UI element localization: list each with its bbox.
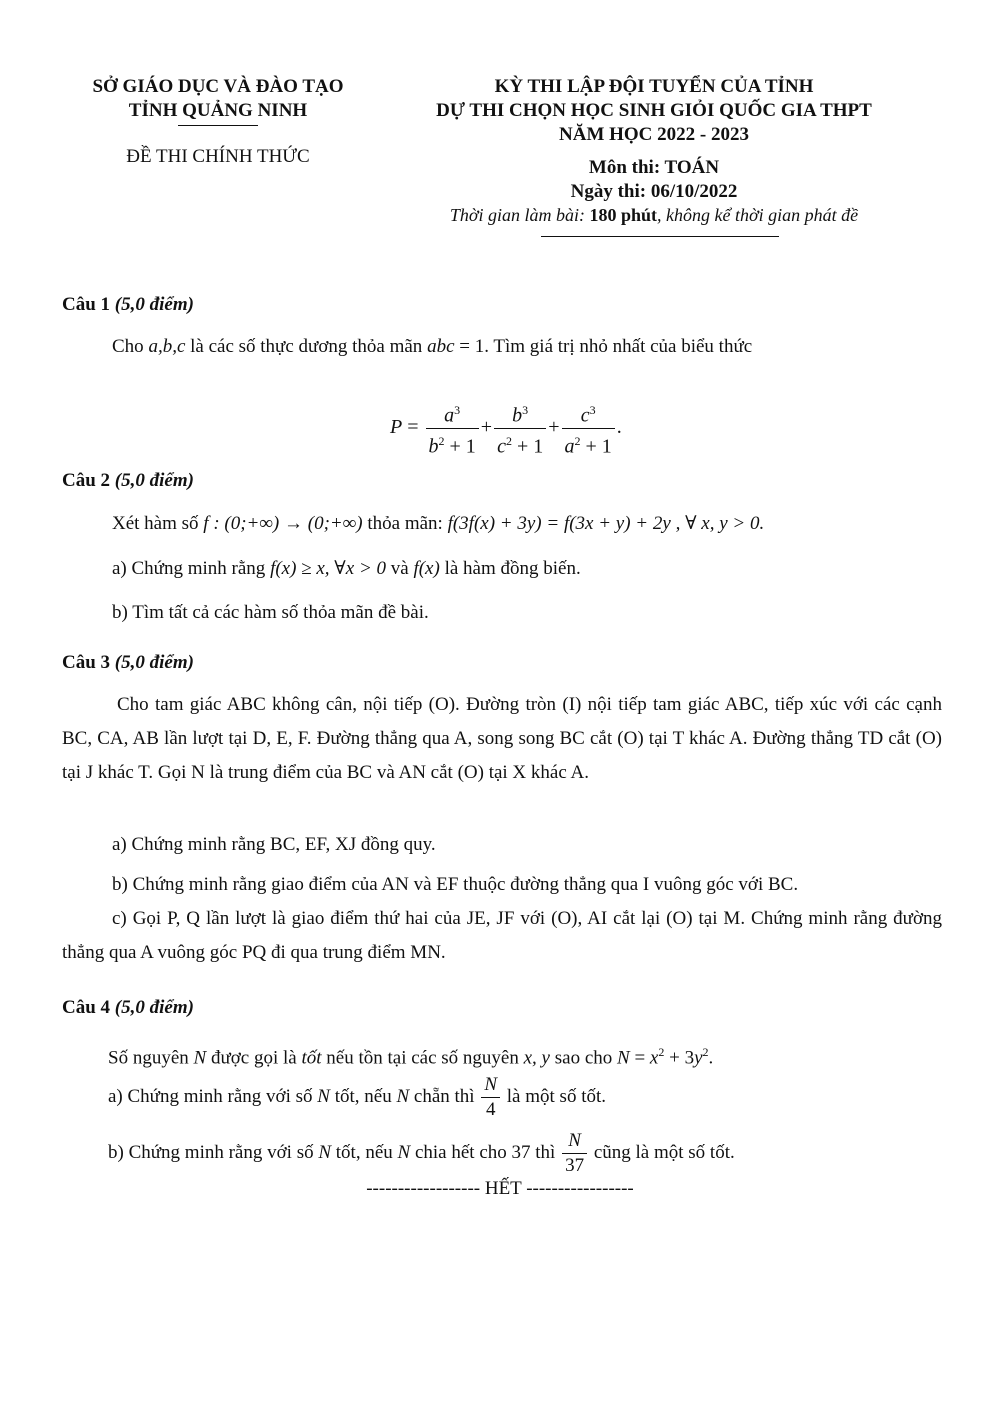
question-3-title: Câu 3 (5,0 điểm)	[62, 652, 194, 673]
end-marker: ------------------ HẾT -----------------	[366, 1178, 634, 1199]
question-3b: b) Chứng minh rằng giao điểm của AN và EF thuộc đường thẳng qua I vuông góc với BC.	[112, 874, 799, 895]
time-limit: Thời gian làm bài: 180 phút, không kể thời gian phát đề	[449, 205, 859, 225]
question-4a: a) Chứng minh rằng với số N tốt, nếu N chẵn thì $\frac{N}{4}$ là một số tốt.	[108, 1074, 607, 1121]
question-2-text: Xét hàm số f : (0;+∞) → (0;+∞) thỏa mãn: f(3f(x) + 3y) = f(3x + y) + 2y , ∀ x, y > 0.	[112, 513, 765, 534]
question-2b: b) Tìm tất cả các hàm số thỏa mãn đề bài.	[112, 602, 429, 623]
exam-date: Ngày thi: 06/10/2022	[570, 181, 738, 202]
official-label: ĐỀ THI CHÍNH THỨC	[126, 146, 310, 167]
question-4b: b) Chứng minh rằng với số N tốt, nếu N chia hết cho 37 thì $\frac{N}{37}$ cũng là một số tốt.	[108, 1130, 735, 1177]
header-divider	[541, 236, 779, 237]
question-1-text: Cho a,b,c là các số thực dương thỏa mãn abc = 1. Tìm giá trị nhỏ nhất của biểu thức	[112, 336, 753, 357]
question-4-title: Câu 4 (5,0 điểm)	[62, 997, 194, 1018]
question-3a: a) Chứng minh rằng BC, EF, XJ đồng quy.	[112, 834, 436, 855]
question-3c: c) Gọi P, Q lần lượt là giao điểm thứ hai của JE, JF với (O), AI cắt lại (O) tại M. Chứng minh rằng đường thẳng qua A vuông góc PQ đi qua trung điểm MN.	[62, 908, 942, 963]
school-year: NĂM HỌC 2022 - 2023	[559, 124, 749, 145]
question-1-title: Câu 1 (5,0 điểm)	[62, 294, 194, 315]
department-name: SỞ GIÁO DỤC VÀ ĐÀO TẠO	[92, 76, 344, 97]
left-underline	[178, 125, 258, 126]
question-1-formula: P = $\frac{a^3}{b^2 + 1}$ + $\frac{b^3}{c^2 + 1}$ + $\frac{c^3}{a^2 + 1}$ .	[390, 398, 622, 458]
exam-title-line1: KỲ THI LẬP ĐỘI TUYỂN CỦA TỈNH	[494, 76, 814, 97]
question-2-title: Câu 2 (5,0 điểm)	[62, 470, 194, 491]
exam-title-line2: DỰ THI CHỌN HỌC SINH GIỎI QUỐC GIA THPT	[436, 100, 872, 121]
province-name: TỈNH QUẢNG NINH	[128, 100, 308, 121]
question-2a: a) Chứng minh rằng f(x) ≥ x, ∀x > 0 và f(x) là hàm đồng biến.	[112, 558, 581, 579]
subject: Môn thi: TOÁN	[588, 157, 720, 178]
question-4-text: Số nguyên N được gọi là tốt nếu tồn tại các số nguyên x, y sao cho $N = x^2 + 3y^2$.	[108, 1045, 714, 1069]
question-3-text: Cho tam giác ABC không cân, nội tiếp (O). Đường tròn (I) nội tiếp tam giác ABC, tiếp xúc với các cạnh BC, CA, AB lần lượt tại D, E, F. Đường thẳng qua A, song song BC cắt (O) tại T khác A. Đường thẳng TD cắt (O) tại J khác T. Gọi N là trung điểm của BC và AN cắt (O) tại X khác A.	[62, 694, 942, 783]
